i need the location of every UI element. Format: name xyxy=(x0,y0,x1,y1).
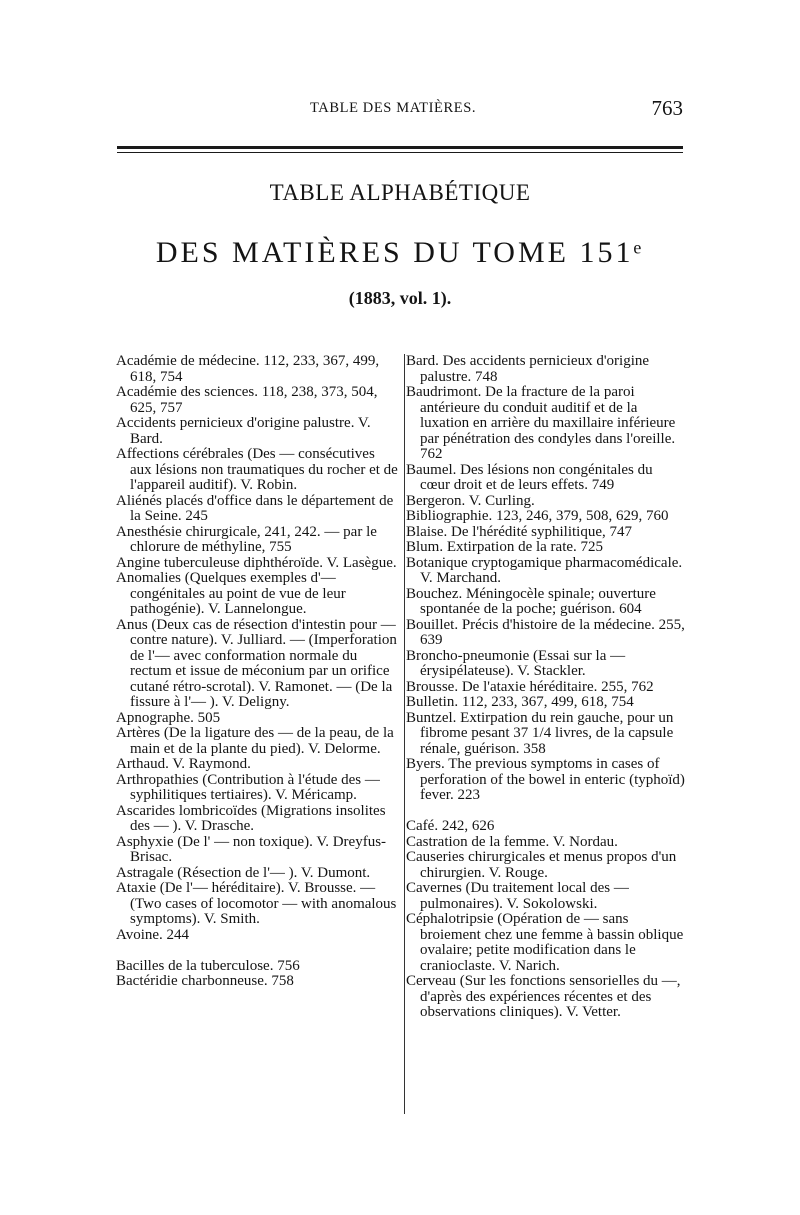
index-entry: Broncho-pneumonie (Essai sur la — érysipélateuse). V. Stackler. xyxy=(406,647,626,679)
index-entry: Arthropathies (Contribution à l'étude des — syphilitiques tertiaires). V. Méricamp. xyxy=(116,771,380,803)
section-gap xyxy=(116,943,400,959)
index-entry: Arthaud. V. Raymond. xyxy=(116,756,251,772)
index-entry: Blaise. De l'hérédité syphilitique, 747 xyxy=(406,523,632,540)
index-entry: Anus (Deux cas de résection d'intestin pour — contre nature). V. Julliard. — (Imperforation de l'— avec conformation normale du rectum et issue de méconium par un orifice cutané rétro-scrotal). V. Ramonet. — (De la fissure à l'— ). V. Deligny. xyxy=(116,616,397,710)
index-entry: Bard. Des accidents pernicieux d'origine palustre. 748 xyxy=(406,353,650,385)
index-entry: Bibliographie. 123, 246, 379, 508, 629, 760 xyxy=(406,508,669,524)
index-entry: Cavernes (Du traitement local des — pulmonaires). V. Sokolowski. xyxy=(406,880,629,912)
index-entry: Bulletin. 112, 233, 367, 499, 618, 754 xyxy=(406,694,634,710)
index-entry: Baumel. Des lésions non congénitales du cœur droit et de leurs effets. 749 xyxy=(406,461,653,493)
index-entry: Accidents pernicieux d'origine palustre. V. Bard. xyxy=(116,415,371,447)
index-entry: Bergeron. V. Curling. xyxy=(406,492,535,509)
index-entry: Bactéridie charbonneuse. 758 xyxy=(116,973,294,989)
index-entry: Astragale (Résection de l'— ). V. Dumont. xyxy=(116,864,371,881)
index-entry: Ataxie (De l'— héréditaire). V. Brousse. — (Two cases of locomotor — with anomalous symptoms). V. Smith. xyxy=(116,880,397,927)
header-rule-thin xyxy=(117,152,683,153)
index-entry: Cerveau (Sur les fonctions sensorielles du —, d'après des expériences récentes et des observations cliniques). V. Vetter. xyxy=(406,973,681,1020)
index-entry: Castration de la femme. V. Nordau. xyxy=(406,833,618,850)
index-entry: Académie de médecine. 112, 233, 367, 499, 618, 754 xyxy=(116,353,380,385)
index-entry: Bouillet. Précis d'histoire de la médecine. 255, 639 xyxy=(406,616,685,648)
title-line-2: DES MATIÈRES DU TOME 151ᵉ xyxy=(155,236,645,269)
index-column-right xyxy=(406,354,686,1021)
running-title: TABLE DES MATIÈRES. xyxy=(310,100,477,116)
index-entry: Anesthésie chirurgicale, 241, 242. — par le chlorure de méthyline, 755 xyxy=(116,523,377,555)
index-entry: Blum. Extirpation de la rate. 725 xyxy=(406,539,604,555)
index-entry: Asphyxie (De l' — non toxique). V. Dreyfus-Brisac. xyxy=(116,833,387,865)
index-entry: Anomalies (Quelques exemples d'— congénitales au point de vue de leur pathogénie). V. Lannelongue. xyxy=(116,570,346,617)
section-gap xyxy=(406,804,686,820)
index-entry: Botanique cryptogamique pharmacomédicale. V. Marchand. xyxy=(406,554,683,586)
index-entry: Causeries chirurgicales et menus propos d'un chirurgien. V. Rouge. xyxy=(406,849,677,881)
header-rule-thick xyxy=(117,146,683,149)
index-entry: Café. 242, 626 xyxy=(406,818,495,834)
index-entry: Angine tuberculeuse diphthéroïde. V. Lasègue. xyxy=(116,554,397,571)
index-entry: Bacilles de la tuberculose. 756 xyxy=(116,957,300,974)
index-entry: Artères (De la ligature des — de la peau, de la main et de la plante du pied). V. Delorme. xyxy=(116,725,394,757)
index-entry: Aliénés placés d'office dans le département de la Seine. 245 xyxy=(116,492,394,524)
index-entry: Ascarides lombricoïdes (Migrations insolites des — ). V. Drasche. xyxy=(116,802,386,834)
index-entry: Baudrimont. De la fracture de la paroi antérieure du conduit auditif et de la luxation en arrière du maxillaire inférieure par pénétration des condyles dans l'oreille. 762 xyxy=(406,384,676,462)
index-entry: Académie des sciences. 118, 238, 373, 504, 625, 757 xyxy=(116,384,378,416)
running-head xyxy=(117,96,683,130)
index-entry: Affections cérébrales (Des — consécutives aux lésions non traumatiques du rocher et de l'appareil auditif). V. Robin. xyxy=(116,446,398,493)
index-entry: Buntzel. Extirpation du rein gauche, pour un fibrome pesant 37 1/4 livres, de la capsule rénale, guérison. 358 xyxy=(406,709,674,757)
index-entry: Céphalotripsie (Opération de — sans broiement chez une femme à bassin oblique ovalaire; petite modification dans le cranioclaste. V. Narich. xyxy=(406,911,684,974)
title-line-1: TABLE ALPHABÉTIQUE xyxy=(269,180,531,205)
index-entry: Byers. The previous symptoms in cases of perforation of the bowel in enteric (typhoïd) fever. 223 xyxy=(406,756,685,803)
index-entry: Avoine. 244 xyxy=(116,926,190,943)
index-column-left xyxy=(116,354,405,1114)
page-number: 763 xyxy=(651,96,683,120)
title-line-3: (1883, vol. 1). xyxy=(348,288,452,308)
index-entry: Brousse. De l'ataxie héréditaire. 255, 762 xyxy=(406,678,654,695)
index-entry: Bouchez. Méningocèle spinale; ouverture spontanée de la poche; guérison. 604 xyxy=(406,585,656,617)
index-entry: Apnographe. 505 xyxy=(116,709,221,726)
